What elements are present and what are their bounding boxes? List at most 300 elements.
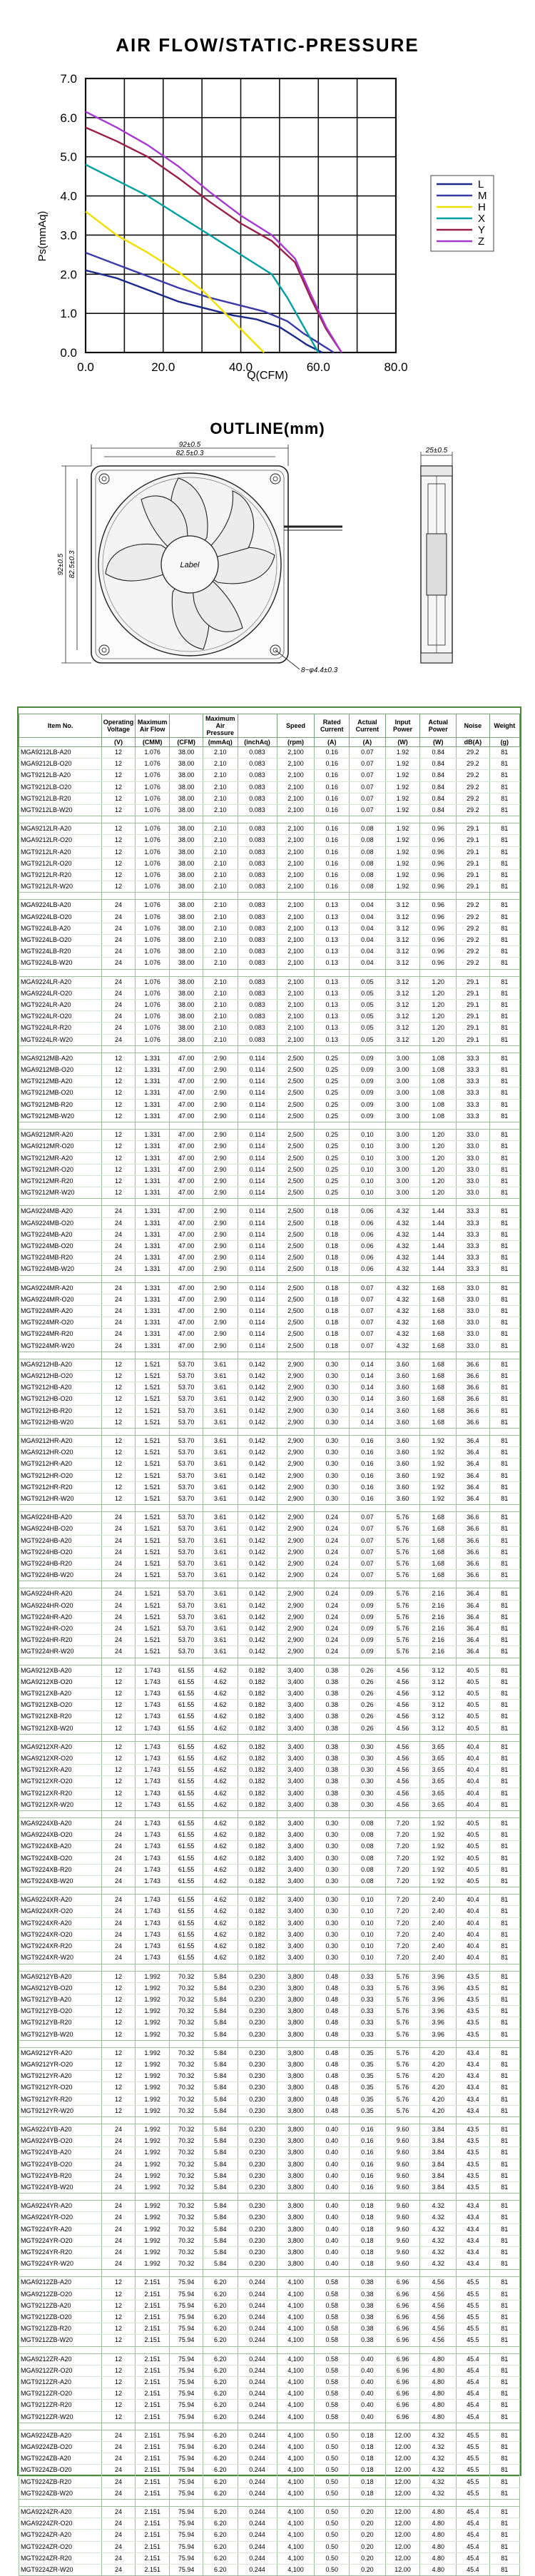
model-cell: MGT9224YB-W20 <box>19 2181 102 2193</box>
value-cell: 70.32 <box>170 2105 203 2116</box>
value-cell: 4.80 <box>420 2552 457 2564</box>
value-cell: 7.20 <box>385 1941 420 1952</box>
y-tick-label: 7.0 <box>60 72 77 86</box>
separator-cell <box>315 1122 350 1130</box>
value-cell: 40.5 <box>457 1700 490 1711</box>
value-cell: 81 <box>489 2136 519 2147</box>
value-cell: 3,800 <box>277 1982 315 1994</box>
value-cell: 6.20 <box>203 2288 238 2300</box>
value-cell: 1.076 <box>135 976 170 988</box>
value-cell: 1.076 <box>135 935 170 946</box>
separator-cell <box>170 1199 203 1206</box>
value-cell: 24 <box>102 1340 136 1352</box>
value-cell: 2.10 <box>203 1011 238 1023</box>
value-cell: 40.5 <box>457 1665 490 1676</box>
outline-title: OUTLINE(mm) <box>210 420 325 437</box>
table-row <box>19 1876 520 1887</box>
value-cell: 4.32 <box>385 1329 420 1340</box>
value-cell: 0.48 <box>315 2082 350 2094</box>
value-cell: 40.4 <box>457 1799 490 1810</box>
value-cell: 0.114 <box>238 1240 277 1252</box>
value-cell: 40.5 <box>457 1864 490 1875</box>
separator-cell <box>315 893 350 900</box>
value-cell: 36.4 <box>457 1600 490 1611</box>
table-row <box>19 1788 520 1799</box>
value-cell: 3.12 <box>420 1711 457 1723</box>
value-cell: 33.3 <box>457 1076 490 1087</box>
model-cell: MGT9224ZB-R20 <box>19 2476 102 2488</box>
separator-cell <box>350 1581 386 1588</box>
model-cell: MGT9224HR-R20 <box>19 1635 102 1646</box>
separator-cell <box>102 1887 136 1895</box>
value-cell: 24 <box>102 2124 136 2135</box>
value-cell: 0.142 <box>238 1623 277 1635</box>
value-cell: 1.331 <box>135 1099 170 1110</box>
value-cell: 40.5 <box>457 1841 490 1852</box>
value-cell: 3.60 <box>385 1481 420 1493</box>
value-cell: 2.10 <box>203 793 238 804</box>
value-cell: 4,100 <box>277 2300 315 2311</box>
value-cell: 0.07 <box>350 781 386 793</box>
value-cell: 0.50 <box>315 2476 350 2488</box>
group-separator <box>19 1505 520 1512</box>
model-cell: MGT9224ZB-A20 <box>19 2453 102 2465</box>
value-cell: 4,100 <box>277 2565 315 2576</box>
value-cell: 1.076 <box>135 1023 170 1034</box>
separator-cell <box>102 1811 136 1818</box>
value-cell: 7.20 <box>385 1818 420 1830</box>
value-cell: 81 <box>489 1765 519 1776</box>
value-cell: 0.16 <box>315 747 350 759</box>
value-cell: 70.32 <box>170 2170 203 2181</box>
value-cell: 0.244 <box>238 2388 277 2400</box>
table-row <box>19 1623 520 1635</box>
separator-cell <box>420 2423 457 2430</box>
separator-cell <box>19 1275 102 1282</box>
value-cell: 5.76 <box>385 2071 420 2082</box>
value-cell: 12 <box>102 793 136 804</box>
value-cell: 81 <box>489 2288 519 2300</box>
value-cell: 0.33 <box>350 1971 386 1982</box>
value-cell: 61.55 <box>170 1941 203 1952</box>
value-cell: 12.00 <box>385 2430 420 2441</box>
value-cell: 61.55 <box>170 1799 203 1810</box>
value-cell: 2,100 <box>277 935 315 946</box>
value-cell: 33.3 <box>457 1252 490 1264</box>
x-tick-label: 60.0 <box>306 360 330 374</box>
value-cell: 3.61 <box>203 1546 238 1558</box>
value-cell: 24 <box>102 2507 136 2518</box>
value-cell: 4.32 <box>420 2430 457 2441</box>
model-cell: MGA9224HR-A20 <box>19 1588 102 1600</box>
value-cell: 5.84 <box>203 2147 238 2159</box>
value-cell: 3.61 <box>203 1600 238 1611</box>
value-cell: 3.12 <box>420 1723 457 1734</box>
value-cell: 24 <box>102 1535 136 1546</box>
value-cell: 1.521 <box>135 1382 170 1394</box>
value-cell: 1.076 <box>135 858 170 869</box>
table-row <box>19 1611 520 1623</box>
value-cell: 47.00 <box>170 1130 203 1141</box>
value-cell: 24 <box>102 2465 136 2476</box>
value-cell: 81 <box>489 1000 519 1011</box>
value-cell: 45.4 <box>457 2530 490 2541</box>
value-cell: 0.38 <box>315 1676 350 1688</box>
value-cell: 1.521 <box>135 1435 170 1446</box>
value-cell: 81 <box>489 2082 519 2094</box>
table-row <box>19 823 520 835</box>
value-cell: 70.32 <box>170 2201 203 2212</box>
value-cell: 3.84 <box>420 2181 457 2193</box>
value-cell: 12.00 <box>385 2442 420 2453</box>
value-cell: 4.56 <box>420 2311 457 2323</box>
value-cell: 2.10 <box>203 1034 238 1045</box>
x-tick-label: 80.0 <box>384 360 408 374</box>
value-cell: 0.16 <box>350 1470 386 1481</box>
value-cell: 4.56 <box>420 2335 457 2346</box>
value-cell: 45.4 <box>457 2518 490 2530</box>
separator-cell <box>315 1581 350 1588</box>
separator-cell <box>135 2040 170 2047</box>
separator-cell <box>203 2500 238 2507</box>
value-cell: 1.92 <box>420 1459 457 1470</box>
value-cell: 2,900 <box>277 1611 315 1623</box>
value-cell: 0.182 <box>238 1952 277 1964</box>
value-cell: 1.743 <box>135 1830 170 1841</box>
value-cell: 0.114 <box>238 1187 277 1199</box>
separator-cell <box>170 2500 203 2507</box>
value-cell: 0.230 <box>238 2105 277 2116</box>
value-cell: 3.12 <box>385 935 420 946</box>
value-cell: 5.84 <box>203 2029 238 2040</box>
value-cell: 3,400 <box>277 1741 315 1753</box>
value-cell: 24 <box>102 1558 136 1570</box>
group-separator <box>19 1122 520 1130</box>
separator-cell <box>457 1505 490 1512</box>
value-cell: 2,500 <box>277 1152 315 1164</box>
table-row <box>19 1011 520 1023</box>
spec-table-body <box>19 747 520 2576</box>
separator-cell <box>203 1045 238 1053</box>
value-cell: 47.00 <box>170 1099 203 1110</box>
separator-cell <box>385 1964 420 1971</box>
value-cell: 1.743 <box>135 1929 170 1940</box>
value-cell: 0.09 <box>350 1588 386 1600</box>
value-cell: 3.61 <box>203 1370 238 1381</box>
separator-cell <box>170 1275 203 1282</box>
value-cell: 1.992 <box>135 1994 170 2005</box>
separator-cell <box>238 1275 277 1282</box>
value-cell: 2.90 <box>203 1282 238 1294</box>
legend-label-m: M <box>478 190 487 202</box>
table-row <box>19 1141 520 1152</box>
value-cell: 4.56 <box>385 1711 420 1723</box>
value-cell: 81 <box>489 2430 519 2441</box>
value-cell: 0.114 <box>238 1294 277 1305</box>
table-row <box>19 2507 520 2518</box>
model-cell: MGA9212HR-A20 <box>19 1435 102 1446</box>
separator-cell <box>420 969 457 976</box>
value-cell: 9.60 <box>385 2136 420 2147</box>
value-cell: 81 <box>489 2094 519 2105</box>
value-cell: 12 <box>102 1470 136 1481</box>
value-cell: 3.12 <box>385 1011 420 1023</box>
dim-height-holes: 82.5±0.3 <box>68 550 76 579</box>
value-cell: 2.90 <box>203 1141 238 1152</box>
value-cell: 0.244 <box>238 2552 277 2564</box>
value-cell: 12.00 <box>385 2453 420 2465</box>
model-cell: MGA9212LB-O20 <box>19 759 102 770</box>
value-cell: 2,100 <box>277 823 315 835</box>
value-cell: 0.48 <box>315 2059 350 2070</box>
model-cell: MGT9212MB-R20 <box>19 1099 102 1110</box>
model-cell: MGT9212HB-W20 <box>19 1416 102 1428</box>
separator-cell <box>238 1352 277 1359</box>
value-cell: 0.96 <box>420 858 457 869</box>
value-cell: 81 <box>489 1264 519 1275</box>
separator-cell <box>350 816 386 823</box>
value-cell: 0.18 <box>350 2258 386 2270</box>
value-cell: 81 <box>489 1600 519 1611</box>
value-cell: 5.76 <box>385 2047 420 2059</box>
value-cell: 70.32 <box>170 1994 203 2005</box>
value-cell: 0.84 <box>420 793 457 804</box>
value-cell: 0.142 <box>238 1558 277 1570</box>
value-cell: 0.182 <box>238 1676 277 1688</box>
value-cell: 0.16 <box>315 881 350 893</box>
value-cell: 0.30 <box>315 1852 350 1864</box>
table-row <box>19 2029 520 2040</box>
model-cell: MGT9224ZR-O20 <box>19 2541 102 2552</box>
value-cell: 0.083 <box>238 1011 277 1023</box>
value-cell: 5.76 <box>385 1994 420 2005</box>
value-cell: 0.40 <box>350 2400 386 2411</box>
value-cell: 2.40 <box>420 1941 457 1952</box>
value-cell: 81 <box>489 1864 519 1875</box>
value-cell: 1.076 <box>135 781 170 793</box>
value-cell: 0.18 <box>315 1282 350 1294</box>
value-cell: 81 <box>489 2476 519 2488</box>
value-cell: 6.20 <box>203 2488 238 2499</box>
value-cell: 6.20 <box>203 2507 238 2518</box>
value-cell: 81 <box>489 2212 519 2223</box>
value-cell: 2.10 <box>203 900 238 911</box>
model-cell: MGT9224MR-W20 <box>19 1340 102 1352</box>
model-cell: MGA9224YB-O20 <box>19 2136 102 2147</box>
value-cell: 1.331 <box>135 1076 170 1087</box>
model-cell: MGT9212HB-A20 <box>19 1382 102 1394</box>
model-cell: MGT9224LR-O20 <box>19 1011 102 1023</box>
value-cell: 0.38 <box>350 2335 386 2346</box>
value-cell: 1.521 <box>135 1405 170 1416</box>
value-cell: 4.20 <box>420 2082 457 2094</box>
value-cell: 4.56 <box>420 2300 457 2311</box>
value-cell: 0.40 <box>315 2159 350 2170</box>
value-cell: 81 <box>489 1941 519 1952</box>
model-cell: MGT9224LR-R20 <box>19 1023 102 1034</box>
value-cell: 0.07 <box>350 1329 386 1340</box>
value-cell: 12 <box>102 1130 136 1141</box>
value-cell: 4,100 <box>277 2388 315 2400</box>
table-row <box>19 1646 520 1658</box>
value-cell: 0.16 <box>350 2147 386 2159</box>
model-cell: MGT9224MB-A20 <box>19 1229 102 1240</box>
value-cell: 40.4 <box>457 1895 490 1906</box>
separator-cell <box>420 1734 457 1741</box>
value-cell: 3.12 <box>420 1688 457 1700</box>
value-cell: 1.743 <box>135 1676 170 1688</box>
value-cell: 0.48 <box>315 2047 350 2059</box>
value-cell: 12 <box>102 1187 136 1199</box>
value-cell: 2.10 <box>203 946 238 958</box>
value-cell: 1.68 <box>420 1535 457 1546</box>
value-cell: 24 <box>102 1011 136 1023</box>
table-row <box>19 1470 520 1481</box>
value-cell: 24 <box>102 1034 136 1045</box>
value-cell: 75.94 <box>170 2323 203 2335</box>
model-cell: MGA9224ZB-O20 <box>19 2442 102 2453</box>
table-row <box>19 1264 520 1275</box>
value-cell: 6.20 <box>203 2541 238 2552</box>
value-cell: 43.4 <box>457 2223 490 2235</box>
model-cell: MGA9224MR-A20 <box>19 1282 102 1294</box>
table-row <box>19 1799 520 1810</box>
value-cell: 29.1 <box>457 823 490 835</box>
value-cell: 0.35 <box>350 2105 386 2116</box>
value-cell: 45.4 <box>457 2377 490 2388</box>
value-cell: 12 <box>102 1416 136 1428</box>
table-row <box>19 2453 520 2465</box>
value-cell: 0.33 <box>350 1982 386 1994</box>
value-cell: 43.5 <box>457 2147 490 2159</box>
value-cell: 0.230 <box>238 1971 277 1982</box>
model-cell: MGA9212ZB-A20 <box>19 2277 102 2288</box>
value-cell: 36.4 <box>457 1459 490 1470</box>
value-cell: 81 <box>489 1099 519 1110</box>
separator-cell <box>315 2040 350 2047</box>
value-cell: 2,900 <box>277 1600 315 1611</box>
value-cell: 3,400 <box>277 1929 315 1940</box>
value-cell: 0.20 <box>350 2507 386 2518</box>
separator-cell <box>457 2423 490 2430</box>
value-cell: 0.25 <box>315 1053 350 1064</box>
value-cell: 0.58 <box>315 2300 350 2311</box>
value-cell: 0.50 <box>315 2565 350 2576</box>
value-cell: 4.32 <box>420 2235 457 2246</box>
separator-cell <box>19 2500 102 2507</box>
value-cell: 5.76 <box>385 2029 420 2040</box>
value-cell: 1.521 <box>135 1493 170 1504</box>
value-cell: 81 <box>489 1382 519 1394</box>
value-cell: 1.076 <box>135 870 170 881</box>
value-cell: 75.94 <box>170 2300 203 2311</box>
value-cell: 36.4 <box>457 1623 490 1635</box>
group-separator <box>19 1045 520 1053</box>
table-row <box>19 2159 520 2170</box>
value-cell: 0.30 <box>315 1864 350 1875</box>
legend-label-z: Z <box>478 235 485 248</box>
value-cell: 5.84 <box>203 2094 238 2105</box>
value-cell: 2.16 <box>420 1600 457 1611</box>
value-cell: 0.230 <box>238 1994 277 2005</box>
value-cell: 36.6 <box>457 1382 490 1394</box>
value-cell: 2,900 <box>277 1493 315 1504</box>
value-cell: 0.40 <box>315 2246 350 2258</box>
value-cell: 1.521 <box>135 1512 170 1523</box>
value-cell: 38.00 <box>170 900 203 911</box>
value-cell: 2.40 <box>420 1917 457 1929</box>
value-cell: 4.32 <box>385 1252 420 1264</box>
table-row <box>19 1570 520 1581</box>
value-cell: 5.76 <box>385 1588 420 1600</box>
table-row <box>19 2323 520 2335</box>
separator-cell <box>277 2500 315 2507</box>
value-cell: 0.30 <box>315 1394 350 1405</box>
value-cell: 47.00 <box>170 1340 203 1352</box>
value-cell: 0.142 <box>238 1447 277 1459</box>
value-cell: 0.14 <box>350 1359 386 1370</box>
value-cell: 61.55 <box>170 1876 203 1887</box>
value-cell: 3.84 <box>420 2124 457 2135</box>
value-cell: 1.68 <box>420 1359 457 1370</box>
value-cell: 1.68 <box>420 1282 457 1294</box>
legend-label-y: Y <box>478 224 486 236</box>
value-cell: 81 <box>489 2181 519 2193</box>
value-cell: 2,900 <box>277 1623 315 1635</box>
value-cell: 0.18 <box>350 2476 386 2488</box>
separator-cell <box>350 969 386 976</box>
value-cell: 4,100 <box>277 2335 315 2346</box>
separator-cell <box>385 893 420 900</box>
value-cell: 2.10 <box>203 870 238 881</box>
value-cell: 0.182 <box>238 1941 277 1952</box>
separator-cell <box>170 1734 203 1741</box>
value-cell: 4.56 <box>385 1788 420 1799</box>
separator-cell <box>457 816 490 823</box>
value-cell: 1.076 <box>135 1000 170 1011</box>
value-cell: 4.80 <box>420 2388 457 2400</box>
value-cell: 45.5 <box>457 2323 490 2335</box>
table-row <box>19 1512 520 1523</box>
value-cell: 33.0 <box>457 1317 490 1329</box>
model-cell: MGA9212ZB-O20 <box>19 2288 102 2300</box>
table-row <box>19 1229 520 1240</box>
value-cell: 75.94 <box>170 2277 203 2288</box>
value-cell: 81 <box>489 1665 519 1676</box>
value-cell: 12 <box>102 1688 136 1700</box>
separator-cell <box>277 2346 315 2353</box>
value-cell: 0.30 <box>350 1741 386 1753</box>
value-cell: 70.32 <box>170 2047 203 2059</box>
value-cell: 3.96 <box>420 1994 457 2005</box>
value-cell: 0.182 <box>238 1852 277 1864</box>
value-cell: 1.076 <box>135 835 170 846</box>
value-cell: 0.114 <box>238 1065 277 1076</box>
value-cell: 1.076 <box>135 958 170 969</box>
value-cell: 3,800 <box>277 2181 315 2193</box>
value-cell: 0.07 <box>350 770 386 781</box>
value-cell: 2,500 <box>277 1229 315 1240</box>
value-cell: 2,900 <box>277 1646 315 1658</box>
value-cell: 0.30 <box>315 1941 350 1952</box>
value-cell: 1.743 <box>135 1895 170 1906</box>
table-row <box>19 2147 520 2159</box>
value-cell: 43.4 <box>457 2082 490 2094</box>
value-cell: 4.62 <box>203 1864 238 1875</box>
value-cell: 0.142 <box>238 1600 277 1611</box>
value-cell: 43.5 <box>457 1971 490 1982</box>
value-cell: 12 <box>102 1493 136 1504</box>
